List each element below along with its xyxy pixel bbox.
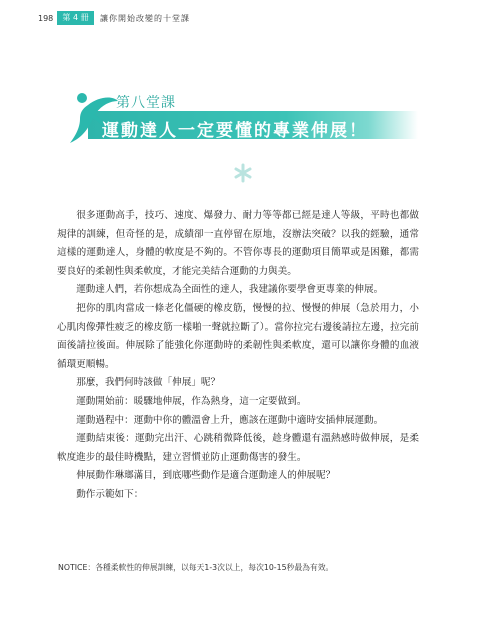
paragraph: 把你的肌肉當成一條老化僵硬的橡皮筋，慢慢的拉、慢慢的伸展（急於用力，小心肌肉像彈性疲乏的橡皮筋一樣啪一聲就拉斷了）。當你拉完右邊後請拉左邊，拉完前面後請拉後面。伸展除了能強化你運動時的柔韌性與柔軟度，還可以讓你身體的血液循環更順暢。 [57, 302, 419, 370]
paragraph: 運動開始前：暖驟地伸展，作為熱身，這一定要做到。 [76, 395, 307, 407]
paragraph: 伸展動作琳瑯滿目，到底哪些動作是適合運動達人的伸展呢？ [76, 470, 336, 482]
lesson-title: 運動達人一定要懂的專業伸展！ [102, 121, 368, 141]
paragraph: 運動結束後：運動完出汗、心跳稍微降低後，趁身體還有溫熱感時做伸展，是柔軟度進步的最佳時機點，建立習慣並防止運動傷害的發生。 [57, 433, 419, 463]
chapter-badge: 第 4 冊 [57, 11, 94, 25]
lesson-banner [66, 87, 420, 157]
page-header [0, 0, 489, 30]
paragraph: 運動過程中：運動中你的體溫會上升，應該在運動中適時安插伸展運動。 [76, 414, 384, 426]
page-number: 198 [38, 14, 54, 23]
chapter-title: 讓你開始改變的十堂課 [100, 14, 190, 23]
notice-text: NOTICE：各種柔軟性的伸展訓練，以每天1-3次以上，每次10-15秒最為有效。 [58, 563, 334, 572]
asterisk-icon [233, 163, 253, 183]
paragraph: 很多運動高手，技巧、速度、爆發力、耐力等等都已經是達人等級，平時也都做規律的訓練，但奇怪的是，成績卻一直停留在原地，沒辦法突破？以我的經驗，通常這樣的運動達人，身體的軟度是不夠的。不管你專長的運動項目簡單或是困難，都需要良好的柔韌性與柔軟度，才能完美結合運動的力與美。 [57, 210, 419, 277]
paragraph: 動作示範如下： [76, 488, 144, 500]
body-text [57, 207, 419, 505]
paragraph: 那麼，我們何時該做「伸展」呢？ [76, 377, 221, 389]
lesson-label: 第八堂課 [116, 95, 176, 111]
paragraph: 運動達人們，若你想成為全面性的達人，我建議你要學會更專業的伸展。 [76, 284, 384, 296]
